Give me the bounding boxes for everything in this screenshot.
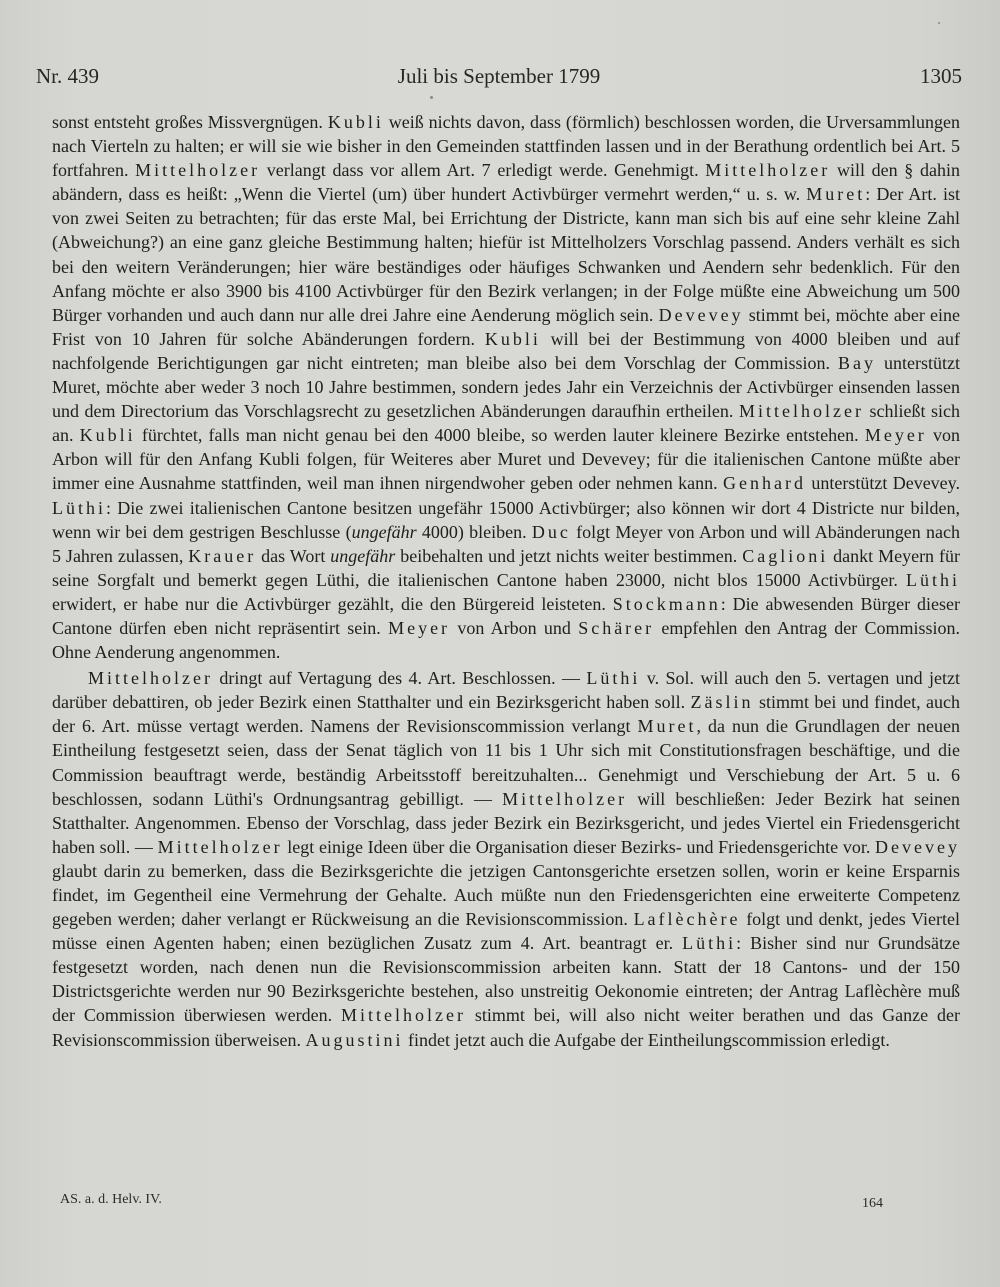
speaker-name: Muret: [806, 184, 866, 205]
speaker-name: Devevey: [875, 836, 960, 857]
text-run: folgt Meyer von Arbon und will Abänderungen nach 5 Jahren zulassen,: [52, 521, 960, 566]
text-run: , da nun die Grundlagen der neuen Eintheilung festgesetzt seien, dass der Senat täglich von 11 bis 1 Uhr sich mit Constitutionsfragen beschäftige, und die Commission beauftragt werde, beständig Arbeitsstoff bereitzuhalten... Genehmigt und Verschiebung der Art. 5 u. 6 beschlossen, sodann Lüthi's Ordnungsantrag gebilligt. —: [52, 716, 960, 809]
signature-mark: 164: [862, 1196, 883, 1211]
text-run: unterstützt Devevey.: [805, 473, 960, 494]
source-abbreviation: AS. a. d. Helv. IV.: [60, 1192, 162, 1207]
speaker-name: Augustini: [305, 1029, 404, 1050]
speaker-name: Mittelholzer: [738, 401, 864, 422]
text-run: will beschließen: Jeder Bezirk hat seinen Statthalter. Angenommen. Ebenso der Vorschlag, dass jeder Bezirk ein Bezirksgericht, und jedes Viertel ein Friedensgericht haben soll. —: [52, 788, 960, 857]
speaker-name: Duc: [531, 521, 571, 542]
speaker-name: Lüthi: [682, 933, 737, 954]
text-run: will bei der Bestimmung von 4000 bleiben und auf nachfolgende Berichtigungen gar nicht eintreten; man bleibe also bei dem Vorschlag der Commission.: [52, 328, 961, 373]
text-run: von Arbon will für den Anfang Kubli folgen, für Weiteres aber Muret und Devevey; für die italienischen Cantone müßte aber immer eine Ausnahme stattfinden, weil man ihnen nirgendwoher geben oder nehmen kann.: [52, 425, 960, 494]
text-run: glaubt darin zu bemerken, dass die Bezirksgerichte die jetzigen Cantonsgerichte ersetzen sollen, worin er keine Ersparnis findet, im Gegentheil eine Vermehrung der Gehalte. Auch müßte nun den Friedensgerichten eine erweiterte Competenz gegeben werden; daher verlangt er Rückweisung an die Revisionscommission.: [52, 860, 960, 930]
text-run: fürchtet, falls man nicht genau bei den 4000 bleibe, so werden lauter kleinere Bezirke entstehen.: [135, 425, 865, 446]
speaker-name: Mittelholzer: [157, 836, 283, 857]
text-run: v. Sol. will auch den 5. vertagen und jetzt darüber debattiren, ob jeder Bezirk einen Statthalter und ein Bezirksgericht haben soll.: [52, 668, 960, 713]
text-run: verlangt dass vor allem Art. 7 erledigt werde. Genehmigt.: [260, 160, 706, 181]
speaker-name: Kubli: [484, 328, 541, 349]
speaker-name: Genhard: [722, 473, 806, 494]
speaker-name: Mittelholzer: [502, 788, 628, 809]
speaker-name: Bay: [837, 352, 876, 373]
text-run: sonst entsteht großes Missvergnügen.: [52, 112, 328, 132]
text-run: : Der Art. ist von zwei Seiten zu betrachten; für das erste Mal, bei Errichtung der Districte, kann man sich bis auf eine sehr kleine Zahl (Abweichung?) an eine ganz gleiche Bestimmung halten; hiefür ist Mittelholzers Vorschlag passend. Anders verhält es sich bei den weitern Veränderungen; hier wäre beständiges oder häufiges Schwanken und Aendern sehr bedenklich. Für den Anfang möchte er also 3900 bis 4100 Activbürger für den Bezirk verlangen; in der Folge müßte eine Abweichung um 500 Bürger vorhanden und auch dann nur alle drei Jahre eine Aenderung möglich sein.: [52, 184, 960, 325]
speaker-name: Caglioni: [742, 545, 829, 566]
text-run: stimmt bei, möchte aber eine Frist von 10 Jahren für solche Abänderungen fordern.: [52, 304, 960, 349]
speaker-name: Mittelholzer: [88, 668, 213, 689]
header-title: Juli bis September 1799: [397, 64, 601, 88]
text-run: stimmt bei, will also nicht weiter berathen und das Ganze der Revisionscommission überweisen.: [52, 1005, 960, 1050]
text-run: empfehlen den Antrag der Commission. Ohne Aenderung angenommen.: [52, 617, 961, 663]
text-run: dringt auf Vertagung des 4. Art. Beschlossen. —: [212, 668, 587, 689]
running-header: [36, 64, 962, 98]
text-run: folgt und denkt, jedes Viertel müsse einen Agenten haben; einen bezüglichen Zusatz zum 4. Art. beantragt er.: [52, 909, 960, 954]
speaker-name: Kubli: [327, 112, 384, 132]
speaker-name: Zäslin: [690, 692, 754, 713]
text-run: will den § dahin abändern, dass es heißt: „Wenn die Viertel (um) über hundert Activbürger vermehrt werden,“ u. s. w.: [52, 160, 960, 205]
paragraph: [52, 666, 960, 1052]
text-run: erwidert, er habe nur die Activbürger gezählt, die den Bürgereid leisteten.: [52, 593, 613, 614]
text-run: schließt sich an.: [52, 401, 961, 446]
speaker-name: Devevey: [658, 304, 744, 325]
text-run: beibehalten und jetzt nichts weiter bestimmen.: [395, 545, 743, 566]
text-run: 4000) bleiben.: [416, 521, 532, 542]
body-text: [52, 110, 960, 1052]
paper-speck: [938, 22, 940, 24]
emphasis-text: ungefähr: [351, 521, 417, 542]
speaker-name: Mittelholzer: [705, 160, 831, 181]
text-run: legt einige Ideen über die Organisation dieser Bezirks- und Friedensgerichte vor.: [282, 836, 876, 857]
speaker-name: Krauer: [188, 545, 257, 566]
speaker-name: Kubli: [79, 425, 136, 446]
page-number: 1305: [920, 64, 962, 88]
speaker-name: Lüthi: [586, 668, 641, 689]
text-run: : Die zwei italienischen Cantone besitzen ungefähr 15000 Activbürger; also können wir dort 4 Districte nur bilden, wenn wir bei dem gestrigen Beschlusse (: [52, 497, 960, 542]
text-run: : Die abwesenden Bürger dieser Cantone dürfen eben nicht repräsentirt sein.: [52, 593, 960, 638]
text-run: unterstützt Muret, möchte aber weder 3 noch 10 Jahre bestimmen, sondern jedes Jahr ein Verzeichnis der Activbürger einsenden lassen und dem Directorium das Vorschlagsrecht zu gesetzlichen Abänderungen daraufhin ertheilen.: [52, 352, 960, 422]
speaker-name: Lüthi: [52, 497, 106, 518]
text-run: weiß nichts davon, dass (förmlich) beschlossen worden, die Urversammlungen nach Vierteln zu halten; er will sie wie bisher in den Gemeinden stattfinden lassen und in der Berathung ordentlich bei Art. 5 fortfahren.: [52, 112, 960, 181]
emphasis-text: ungefähr: [330, 545, 396, 566]
paragraph: [52, 110, 960, 664]
text-run: das Wort: [256, 545, 331, 566]
speaker-name: Laflèchère: [633, 909, 741, 930]
speaker-name: Lüthi: [906, 569, 960, 590]
speaker-name: Muret: [637, 716, 697, 737]
text-run: findet jetzt auch die Aufgabe der Eintheilungscommission erledigt.: [403, 1029, 890, 1050]
text-run: von Arbon und: [450, 617, 579, 638]
speaker-name: Meyer: [388, 617, 451, 638]
speaker-name: Meyer: [864, 425, 927, 446]
text-run: : Bisher sind nur Grundsätze festgesetzt worden, nach denen nun die Revisionscommission arbeiten kann. Statt der 18 Cantons- und der 150 Districtsgerichte werden nur 90 Bezirksgerichte bestehen, also unstreitig Oekonomie eintreten; der Antrag Laflèchère muß der Commission überwiesen werden.: [52, 933, 961, 1026]
text-run: stimmt bei und findet, auch der 6. Art. müsse vertagt werden. Namens der Revisionscommission verlangt: [52, 692, 960, 737]
speaker-name: Mittelholzer: [135, 160, 261, 181]
text-run: dankt Meyern für seine Sorgfalt und bemerkt gegen Lüthi, die italienischen Cantone haben 23000, nicht blos 15000 Activbürger.: [52, 545, 960, 590]
document-number: Nr. 439: [36, 64, 99, 88]
speaker-name: Stockmann: [612, 593, 721, 614]
speaker-name: Schärer: [578, 617, 655, 638]
speaker-name: Mittelholzer: [340, 1005, 466, 1026]
